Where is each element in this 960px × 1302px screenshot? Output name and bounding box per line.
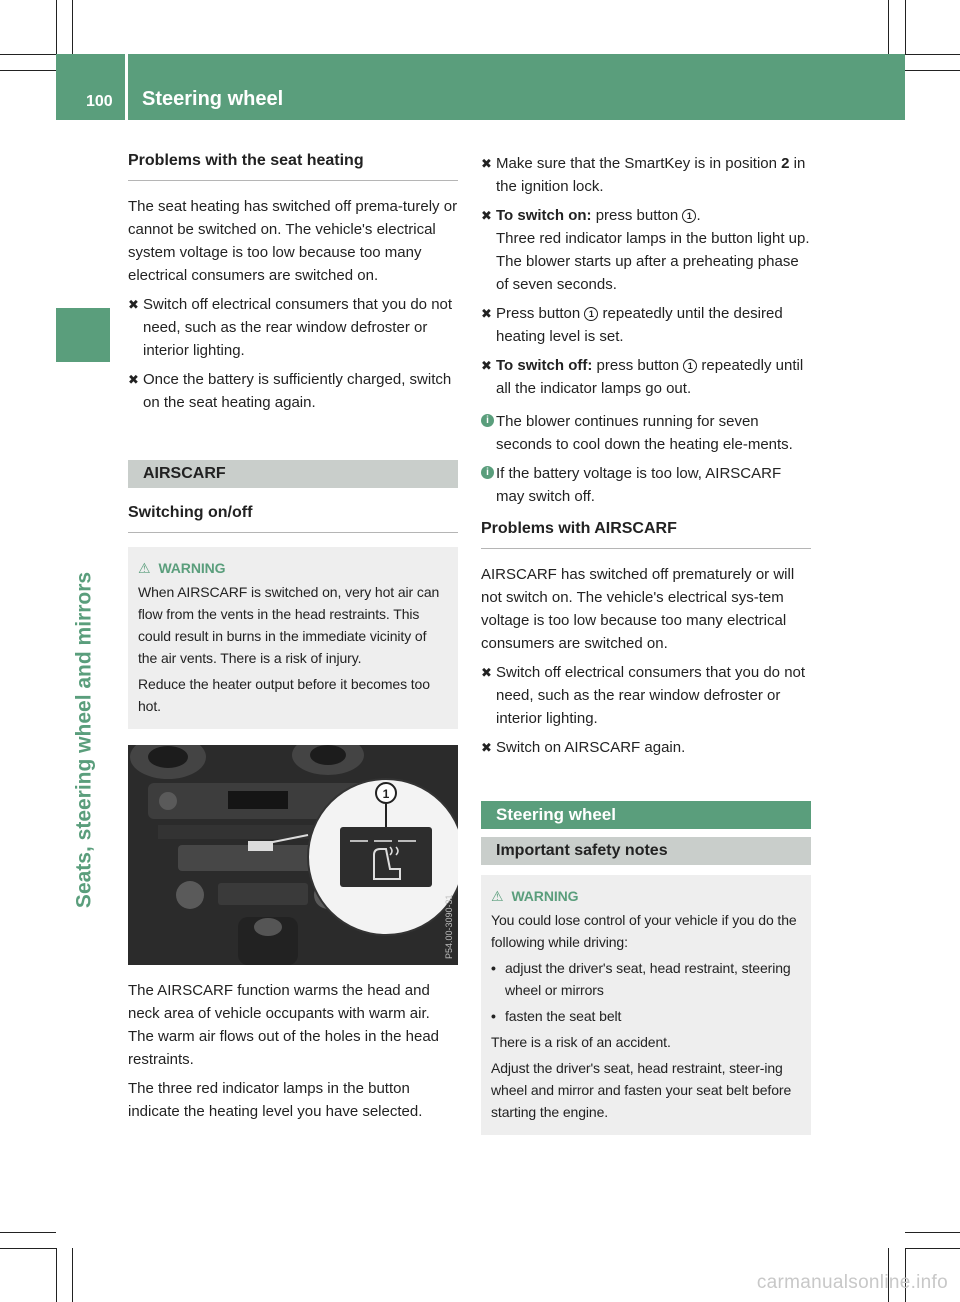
button-1-icon: 1 [682,209,696,223]
chapter-marker [56,308,110,362]
warning-text: You could lose control of your vehicle if you do the following while driving: [491,912,797,950]
seat-heating-problem-text: The seat heating has switched off prema-turely or cannot be switched on. The vehicle's electrical system voltage is too low because too many electrical consumers are switched on. [128,198,458,284]
crop-mark [56,1248,57,1302]
step-arrow-icon: ✖ [128,372,139,387]
header-separator [125,54,128,120]
warning-text: When AIRSCARF is switched on, very hot air can flow from the vents in the head restraints. This could result in burns in the immediate vicinity of the air vents. There is a risk of injury. [138,584,440,666]
crop-mark [0,1232,56,1233]
warning-triangle-icon: ⚠ [138,560,151,576]
airscarf-problem-text: AIRSCARF has switched off prematurely or will not switch on. The vehicle's electrical sys-tem voltage is too low because too many electrical consumers are switched on. [481,566,795,652]
photo-callout-number: 1 [382,787,390,801]
info-icon: i [481,414,494,427]
crop-mark [0,1248,56,1249]
warning-bullet: • adjust the driver's seat, head restraint, steering wheel or mirrors [491,957,801,1001]
instruction-step: ✖ Make sure that the SmartKey is in position 2 in the ignition lock. [481,152,811,198]
crop-mark [0,54,56,55]
airscarf-button-photo [128,745,458,965]
section-steering-wheel: Steering wheel [481,801,811,829]
heading-airscarf-problems: Problems with AIRSCARF [481,518,811,549]
warning-title: ⚠ WARNING [138,557,448,579]
instruction-step: ✖ To switch off: press button 1 repeatedly until all the indicator lamps go out. [481,354,811,400]
step-text: Switch off electrical consumers that you do not need, such as the rear window defroster or interior lighting. [143,296,453,359]
step-arrow-icon: ✖ [481,208,492,223]
crop-mark [72,0,73,54]
dashboard-illustration [128,745,458,965]
site-watermark: carmanualsonline.info [756,1272,948,1293]
indicator-lamps-description: The three red indicator lamps in the button indicate the heating level you have selected. [128,1080,423,1120]
page-number: 100 [86,93,113,110]
crop-mark [72,1248,73,1302]
warning-box-airscarf [128,547,458,729]
instruction-step: ✖ Switch on AIRSCARF again. [481,736,811,759]
info-icon: i [481,466,494,479]
crop-mark [56,0,57,54]
instruction-step: ✖ Press button 1 repeatedly until the desired heating level is set. [481,302,811,348]
bullet-icon: • [491,1008,496,1024]
step-detail-text: Three red indicator lamps in the button light up. The blower starts up after a preheating phase of seven seconds. [496,230,810,293]
airscarf-description: The AIRSCARF function warms the head and neck area of vehicle occupants with warm air. The warm air flows out of the holes in the head restraints. [128,982,440,1068]
heading-seat-heating-problems: Problems with the seat heating [128,150,458,181]
step-text: Once the battery is sufficiently charged, switch on the seat heating again. [143,371,452,411]
chapter-tab-label: Seats, steering wheel and mirrors [72,571,96,909]
step-arrow-icon: ✖ [481,306,492,321]
crop-mark [905,70,960,71]
warning-box-steering [481,875,811,1135]
step-arrow-icon: ✖ [128,297,139,312]
info-note: i The blower continues running for seven seconds to cool down the heating ele-ments. [481,410,811,456]
instruction-step: ✖ To switch on: press button 1 . Three red indicator lamps in the button light up. The blower starts up after a preheating phase of seven seconds. [481,204,811,296]
step-arrow-icon: ✖ [481,740,492,755]
instruction-step [128,293,458,362]
section-important-safety-notes: Important safety notes [481,837,811,865]
crop-mark [905,1232,960,1233]
left-column [128,150,458,1129]
warning-text: Reduce the heater output before it becomes too hot. [138,676,430,714]
crop-mark [905,1248,960,1249]
bullet-icon: • [491,960,496,976]
photo-code: P54.00-3090-31 [444,894,454,959]
instruction-step: ✖ Switch off electrical consumers that you do not need, such as the rear window defroster or interior lighting. [481,661,811,730]
warning-triangle-icon: ⚠ [491,888,504,904]
heading-switching-on-off: Switching on/off [128,502,458,533]
crop-mark [888,0,889,54]
page-title: Steering wheel [142,88,284,110]
warning-bullet: • fasten the seat belt [491,1005,801,1027]
crop-mark [0,70,56,71]
instruction-step [128,368,458,414]
button-1-icon: 1 [683,359,697,373]
section-airscarf: AIRSCARF [128,460,458,488]
right-column [481,152,811,1135]
button-1-icon: 1 [584,307,598,321]
step-arrow-icon: ✖ [481,358,492,373]
step-arrow-icon: ✖ [481,665,492,680]
warning-text: Adjust the driver's seat, head restraint, steer-ing wheel and mirror and fasten your seat belt before starting the engine. [491,1060,792,1120]
crop-mark [905,0,906,54]
warning-title: ⚠ WARNING [491,885,801,907]
step-arrow-icon: ✖ [481,156,492,171]
info-note: i If the battery voltage is too low, AIRSCARF may switch off. [481,462,811,508]
warning-text: There is a risk of an accident. [491,1034,671,1050]
crop-mark [905,54,960,55]
